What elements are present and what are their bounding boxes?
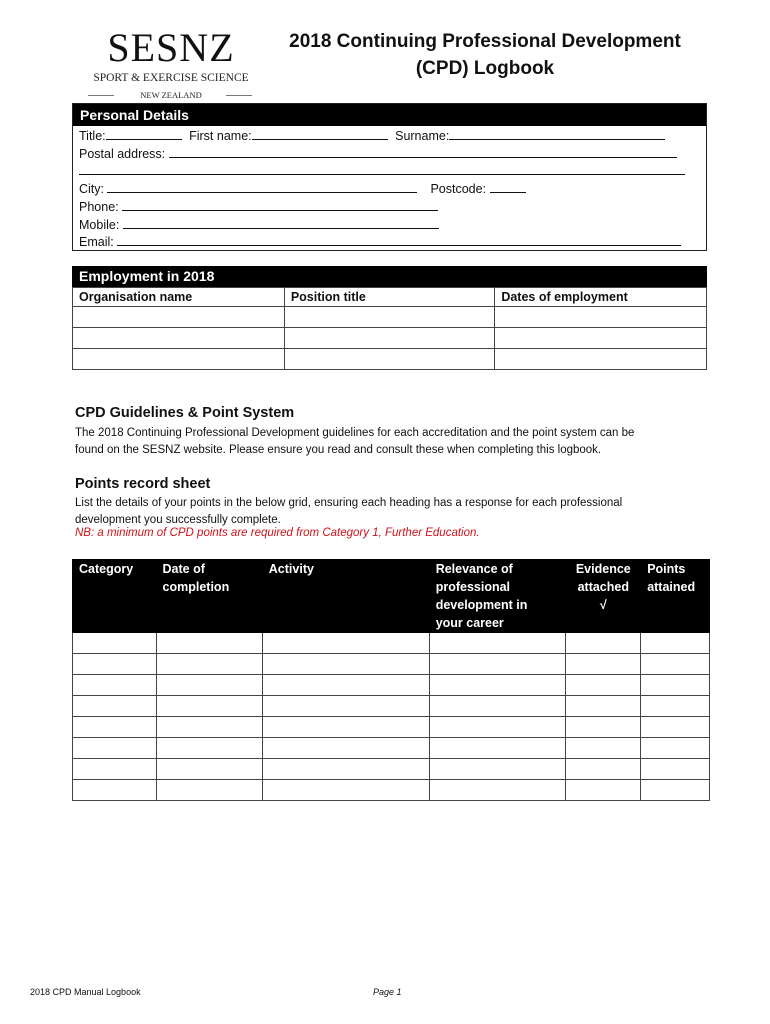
mobile-field[interactable] (123, 216, 439, 229)
title-label: Title: (79, 129, 106, 143)
mobile-row (79, 216, 443, 233)
employment-header-row (73, 288, 707, 307)
points-cell[interactable] (73, 696, 157, 717)
points-cell[interactable] (429, 759, 566, 780)
points-table (72, 559, 710, 801)
points-cell[interactable] (156, 759, 262, 780)
points-cell[interactable] (566, 717, 641, 738)
points-cell[interactable] (262, 759, 429, 780)
table-row (73, 717, 710, 738)
logo-country: NEW ZEALAND (140, 90, 202, 100)
employment-cell[interactable] (495, 307, 707, 328)
points-cell[interactable] (156, 675, 262, 696)
guidelines-heading: CPD Guidelines & Point System (75, 405, 295, 421)
table-row (73, 696, 710, 717)
city-field[interactable] (107, 180, 417, 193)
points-cell[interactable] (641, 675, 710, 696)
points-col-attained-l1: Points (647, 562, 686, 576)
points-cell[interactable] (429, 675, 566, 696)
points-cell[interactable] (429, 696, 566, 717)
personal-details-heading: Personal Details (73, 104, 706, 126)
points-cell[interactable] (641, 654, 710, 675)
title-line-1: 2018 Continuing Professional Development (289, 31, 681, 52)
mobile-label: Mobile: (79, 218, 120, 232)
points-col-relevance (429, 560, 566, 633)
phone-label: Phone: (79, 200, 119, 214)
points-cell[interactable] (641, 738, 710, 759)
points-cell[interactable] (641, 696, 710, 717)
document-title (270, 28, 700, 82)
points-cell[interactable] (73, 675, 157, 696)
guidelines-text-line-1: The 2018 Continuing Professional Development guidelines for each accreditation and the point system can be (75, 427, 635, 439)
points-col-relevance-l1: Relevance of (435, 562, 513, 576)
points-cell[interactable] (73, 780, 157, 801)
points-cell[interactable] (641, 759, 710, 780)
points-cell[interactable] (566, 780, 641, 801)
points-cell[interactable] (156, 717, 262, 738)
points-cell[interactable] (262, 675, 429, 696)
title-line-2: (CPD) Logbook (415, 58, 555, 79)
points-col-evidence-l1: Evidence (575, 562, 631, 576)
employment-cell[interactable] (495, 349, 707, 370)
phone-field[interactable] (122, 198, 438, 211)
table-row (73, 349, 707, 370)
points-cell[interactable] (156, 633, 262, 654)
logo-wordmark: SESNZ (107, 25, 235, 70)
points-col-activity-l1: Activity (268, 562, 314, 576)
points-cell[interactable] (566, 696, 641, 717)
points-cell[interactable] (156, 654, 262, 675)
employment-cell[interactable] (284, 307, 495, 328)
postal-row (79, 145, 681, 162)
table-row (73, 675, 710, 696)
employment-cell[interactable] (495, 328, 707, 349)
email-row (79, 233, 685, 250)
footer-document-name: 2018 CPD Manual Logbook (30, 987, 141, 997)
sesnz-logo (86, 26, 256, 102)
points-col-relevance-l2: professional (435, 580, 511, 594)
points-cell[interactable] (73, 738, 157, 759)
postal-address-label: Postal address: (79, 147, 166, 161)
points-cell[interactable] (566, 675, 641, 696)
table-row (73, 654, 710, 675)
table-row (73, 780, 710, 801)
employment-cell[interactable] (73, 328, 285, 349)
points-heading: Points record sheet (75, 476, 211, 492)
points-header-row (73, 560, 710, 633)
points-col-evidence-l2: attached (577, 580, 629, 594)
points-cell[interactable] (262, 654, 429, 675)
points-cell[interactable] (262, 633, 429, 654)
points-cell[interactable] (429, 654, 566, 675)
surname-label: Surname: (395, 129, 450, 143)
table-row (73, 328, 707, 349)
postal-address-field[interactable] (169, 145, 677, 158)
email-field[interactable] (117, 233, 681, 246)
points-cell[interactable] (566, 654, 641, 675)
guidelines-text (75, 425, 715, 459)
employment-cell[interactable] (73, 349, 285, 370)
personal-details-section (72, 103, 707, 251)
logo-subtitle: SPORT & EXERCISE SCIENCE (93, 72, 249, 84)
employment-cell[interactable] (73, 307, 285, 328)
points-col-category (73, 560, 157, 633)
points-cell[interactable] (262, 780, 429, 801)
points-text-line-2: development you successfully complete. (75, 514, 281, 526)
employment-table (72, 287, 707, 370)
points-cell[interactable] (641, 633, 710, 654)
guidelines-text-line-2: found on the SESNZ website. Please ensure you read and consult these when completing this logbook. (75, 444, 602, 456)
city-label: City: (79, 182, 104, 196)
first-name-field[interactable] (252, 127, 388, 140)
surname-field[interactable] (449, 127, 665, 140)
points-cell[interactable] (262, 717, 429, 738)
points-cell[interactable] (156, 738, 262, 759)
points-cell[interactable] (262, 738, 429, 759)
points-col-date-l1: Date of (162, 562, 205, 576)
name-row (79, 127, 669, 144)
title-field[interactable] (106, 127, 182, 140)
points-cell[interactable] (566, 759, 641, 780)
points-cell[interactable] (566, 738, 641, 759)
postcode-field[interactable] (490, 180, 526, 193)
points-cell[interactable] (73, 717, 157, 738)
employment-cell[interactable] (284, 349, 495, 370)
points-cell[interactable] (566, 633, 641, 654)
points-nb-note: NB: a minimum of CPD points are required from Category 1, Further Education. (75, 527, 480, 539)
points-col-category-l1: Category (79, 562, 134, 576)
points-cell[interactable] (429, 717, 566, 738)
table-row (73, 759, 710, 780)
points-text-line-1: List the details of your points in the below grid, ensuring each heading has a response for each professional (75, 497, 623, 509)
table-row (73, 307, 707, 328)
points-cell[interactable] (429, 780, 566, 801)
points-col-date-l2: completion (162, 580, 230, 594)
employment-section (72, 266, 707, 287)
postal-row-2 (79, 162, 689, 179)
postal-address-field-2[interactable] (79, 162, 685, 175)
points-col-relevance-l4: your career (435, 616, 504, 630)
table-row (73, 633, 710, 654)
points-cell[interactable] (156, 696, 262, 717)
points-cell[interactable] (73, 759, 157, 780)
city-row (79, 180, 530, 197)
points-cell[interactable] (73, 654, 157, 675)
email-label: Email: (79, 235, 114, 249)
points-cell[interactable] (156, 780, 262, 801)
points-cell[interactable] (262, 696, 429, 717)
first-name-label: First name: (189, 129, 252, 143)
postcode-label: Postcode: (430, 182, 487, 196)
points-cell[interactable] (429, 633, 566, 654)
employment-col-position: Position title (284, 288, 495, 307)
employment-col-dates: Dates of employment (495, 288, 707, 307)
points-cell[interactable] (73, 633, 157, 654)
employment-heading: Employment in 2018 (72, 266, 707, 287)
points-cell[interactable] (641, 717, 710, 738)
phone-row (79, 198, 442, 215)
employment-col-organisation: Organisation name (73, 288, 285, 307)
check-mark-icon: √ (599, 598, 607, 612)
points-cell[interactable] (641, 780, 710, 801)
points-col-attained-l2: attained (647, 580, 696, 594)
points-cell[interactable] (429, 738, 566, 759)
points-col-attained (641, 560, 710, 633)
points-col-relevance-l3: development in (435, 598, 528, 612)
logo-rule-right (226, 95, 252, 96)
footer-page-number: Page 1 (373, 987, 402, 997)
employment-cell[interactable] (284, 328, 495, 349)
points-col-evidence (566, 560, 641, 633)
points-text (75, 495, 715, 529)
table-row (73, 738, 710, 759)
points-col-activity (262, 560, 429, 633)
points-col-date (156, 560, 262, 633)
